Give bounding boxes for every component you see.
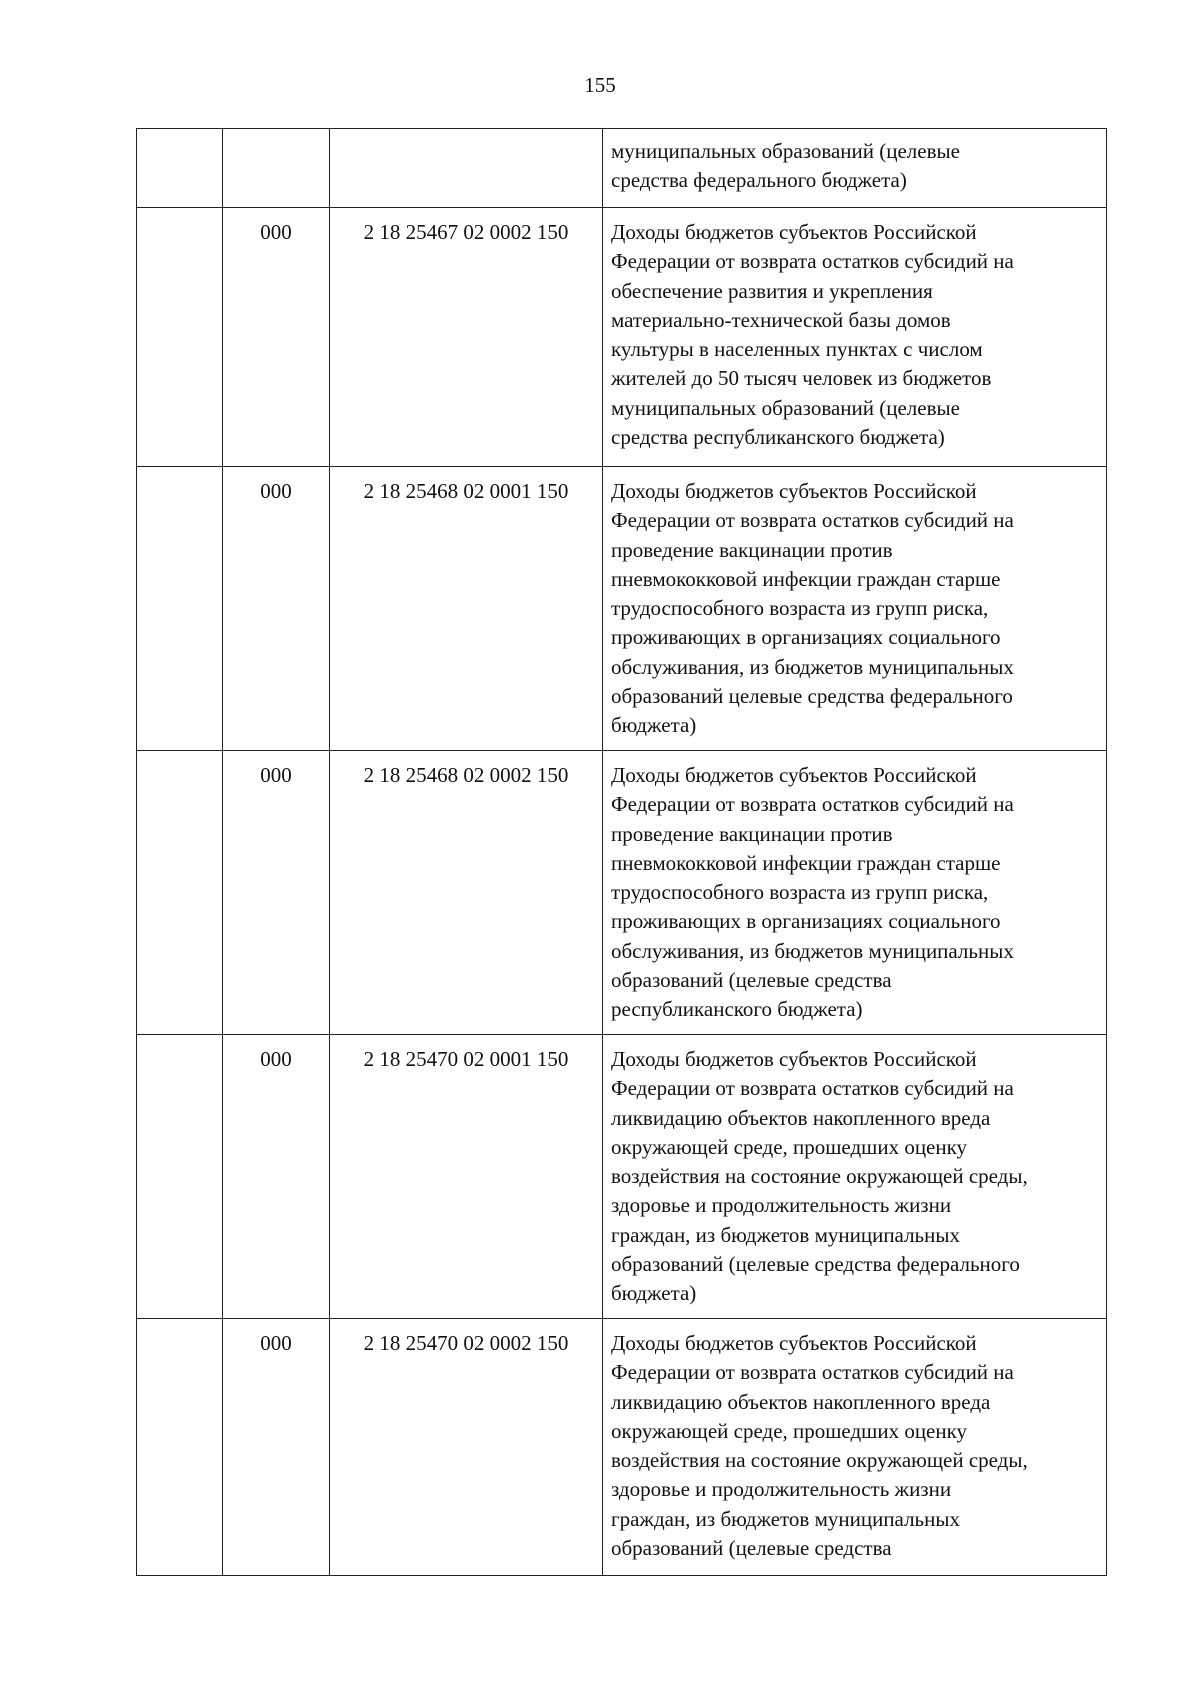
description-line: муниципальных образований (целевые (611, 395, 960, 420)
description-line: ликвидацию объектов накопленного вреда (611, 1105, 991, 1130)
budget-classification-table (136, 128, 1107, 1576)
table-cell-empty (330, 129, 603, 208)
admin-code-cell: 000 (223, 1035, 330, 1319)
description-line: трудоспособного возраста из групп риска, (611, 596, 989, 621)
description-line: образований (целевые средства (611, 968, 892, 993)
description-line: Федерации от возврата остатков субсидий на (611, 1360, 1014, 1385)
description-cell (603, 129, 1107, 208)
description-line: трудоспособного возраста из групп риска, (611, 880, 989, 905)
admin-code-cell: 000 (223, 467, 330, 751)
table-row (137, 1035, 1107, 1319)
description-line: окружающей среде, прошедших оценку (611, 1134, 968, 1159)
description-line: Федерации от возврата остатков субсидий на (611, 508, 1014, 533)
table-cell-empty (137, 467, 223, 751)
table-cell-empty (137, 129, 223, 208)
description-line: культуры в населенных пунктах с числом (611, 337, 983, 362)
description-line: материально-технической базы домов (611, 307, 951, 332)
kbk-code-cell: 2 18 25467 02 0002 150 (330, 208, 603, 467)
table-cell-empty (137, 1035, 223, 1319)
table-cell-empty (223, 129, 330, 208)
table-cell-empty (137, 208, 223, 467)
table-cell-empty (137, 1319, 223, 1576)
description-cell (603, 208, 1107, 467)
description-line: Федерации от возврата остатков субсидий на (611, 792, 1014, 817)
description-line: окружающей среде, прошедших оценку (611, 1418, 968, 1443)
description-line: здоровье и продолжительность жизни (611, 1193, 952, 1218)
kbk-code-cell: 2 18 25468 02 0001 150 (330, 467, 603, 751)
kbk-code-cell: 2 18 25470 02 0002 150 (330, 1319, 603, 1576)
table-row-continuation (137, 129, 1107, 208)
description-line: пневмококковой инфекции граждан старше (611, 850, 1001, 875)
table-row (137, 208, 1107, 467)
description-line: образований (целевые средства (611, 1536, 892, 1561)
description-line: здоровье и продолжительность жизни (611, 1477, 952, 1502)
description-line: Доходы бюджетов субъектов Российской (611, 763, 977, 787)
description-cell (603, 1319, 1107, 1576)
admin-code-cell: 000 (223, 208, 330, 467)
description-line: Доходы бюджетов субъектов Российской (611, 220, 977, 244)
description-line: Доходы бюджетов субъектов Российской (611, 479, 977, 503)
table-cell-empty (137, 751, 223, 1035)
description-line: воздействия на состояние окружающей среды, (611, 1164, 1028, 1189)
description-line: проживающих в организациях социального (611, 625, 1001, 650)
kbk-code-cell: 2 18 25468 02 0002 150 (330, 751, 603, 1035)
description-line: обслуживания, из бюджетов муниципальных (611, 654, 1014, 679)
description-line: ликвидацию объектов накопленного вреда (611, 1389, 991, 1414)
description-line: обслуживания, из бюджетов муниципальных (611, 938, 1014, 963)
description-line: граждан, из бюджетов муниципальных (611, 1222, 960, 1247)
description-line: граждан, из бюджетов муниципальных (611, 1506, 960, 1531)
page-number: 155 (584, 73, 616, 97)
description-line: проведение вакцинации против (611, 821, 893, 846)
admin-code-cell: 000 (223, 751, 330, 1035)
table-row (137, 751, 1107, 1035)
description-line: жителей до 50 тысяч человек из бюджетов (611, 366, 992, 391)
kbk-code-cell: 2 18 25470 02 0001 150 (330, 1035, 603, 1319)
description-line: образований целевые средства федерального (611, 684, 1013, 709)
description-line: Доходы бюджетов субъектов Российской (611, 1331, 977, 1355)
description-line: Федерации от возврата остатков субсидий на (611, 249, 1014, 274)
table-row (137, 1319, 1107, 1576)
description-cell (603, 751, 1107, 1035)
description-line: проживающих в организациях социального (611, 909, 1001, 934)
description-line: пневмококковой инфекции граждан старше (611, 566, 1001, 591)
admin-code-cell: 000 (223, 1319, 330, 1576)
description-line: средства федерального бюджета) (611, 168, 907, 193)
description-cell (603, 1035, 1107, 1319)
description-line: республиканского бюджета) (611, 997, 863, 1022)
description-line: Доходы бюджетов субъектов Российской (611, 1047, 977, 1071)
description-line: бюджета) (611, 713, 697, 738)
table-row (137, 467, 1107, 751)
description-line: Федерации от возврата остатков субсидий на (611, 1076, 1014, 1101)
description-line: средства республиканского бюджета) (611, 425, 945, 450)
description-line: образований (целевые средства федерального (611, 1252, 1020, 1277)
description-line: муниципальных образований (целевые (611, 139, 960, 163)
description-line: проведение вакцинации против (611, 537, 893, 562)
description-line: обеспечение развития и укрепления (611, 278, 933, 303)
description-line: воздействия на состояние окружающей среды, (611, 1448, 1028, 1473)
description-line: бюджета) (611, 1281, 697, 1306)
description-cell (603, 467, 1107, 751)
